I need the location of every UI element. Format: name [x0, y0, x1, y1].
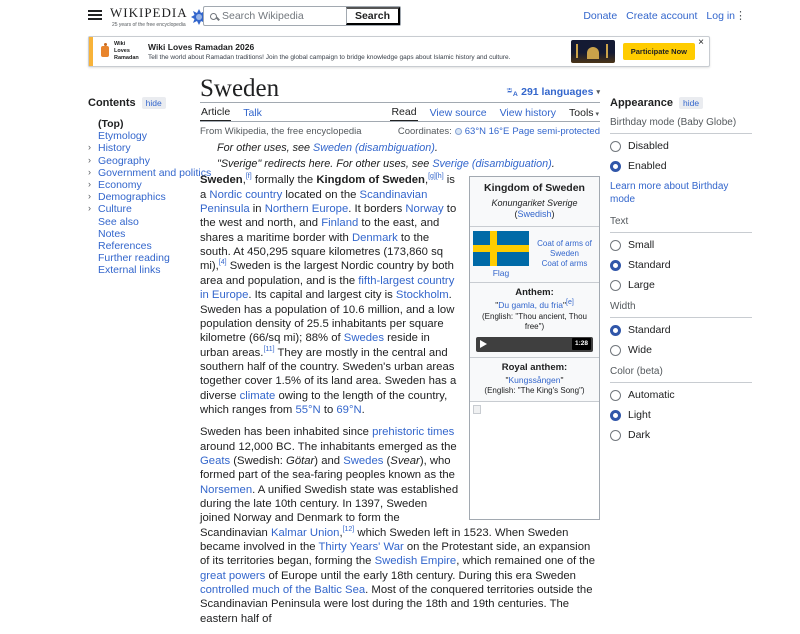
image-placeholder-icon	[473, 405, 481, 414]
toc-item-label[interactable]: History	[98, 142, 131, 155]
search-input[interactable]	[222, 10, 346, 22]
radio-option-label: Standard	[628, 324, 671, 336]
play-icon[interactable]	[480, 340, 487, 348]
contents-title: Contents	[88, 97, 136, 109]
radio-option[interactable]	[610, 259, 758, 271]
page-title: Sweden	[200, 75, 280, 102]
page-tab[interactable]: Talk	[243, 107, 262, 119]
view-tab[interactable]: Read	[390, 104, 417, 121]
toc-item[interactable]	[88, 203, 196, 215]
toc-item[interactable]	[88, 130, 196, 142]
appearance-section-color	[610, 366, 758, 441]
toc-item[interactable]	[88, 228, 196, 240]
infobox-native-name: Konungariket Sverige (Swedish)	[491, 197, 578, 220]
radio-option-label: Standard	[628, 259, 671, 271]
toc-list	[88, 118, 212, 277]
article-body	[200, 142, 600, 626]
contents-hide-button[interactable]: hide	[142, 97, 166, 109]
anthem-english: (English: "Thou ancient, Thou free")	[482, 312, 587, 332]
expand-arrow-icon[interactable]	[88, 167, 91, 177]
view-tab[interactable]: View history	[499, 107, 557, 119]
toc-item[interactable]	[88, 118, 196, 130]
header-link[interactable]: Create account	[626, 10, 698, 22]
royal-anthem-english: (English: "The King's Song")	[484, 386, 585, 396]
from-wikipedia-line: From Wikipedia, the free encyclopedia	[200, 126, 362, 137]
expand-arrow-icon[interactable]	[88, 191, 91, 201]
participate-now-button[interactable]: Participate Now	[623, 43, 695, 60]
hatnote: "Sverige" redirects here. For other uses, see Sverige (disambiguation).	[217, 157, 555, 170]
contents-sidebar	[88, 97, 212, 277]
hatnote: For other uses, see Sweden (disambiguation).	[217, 142, 438, 154]
audio-duration: 1:28	[572, 338, 591, 349]
coordinates-link[interactable]: 63°N 16°E	[464, 126, 510, 137]
search-icon	[210, 13, 217, 20]
toc-item[interactable]	[88, 264, 196, 276]
radio-option-label: Large	[628, 279, 655, 291]
radio-option[interactable]	[610, 324, 758, 336]
article-paragraph: Sweden has been inhabited since prehistoric times around 12,000 BC. The inhabitants emerged as the Geats (Swedish: Götar) and Swedes (Svear), who formed part of the sea-faring peoples known as the Norsemen. A unified Swedish state was established during the late 10th century. In 1397, Sweden joined Norway and Denmark to form the Scandinavian Kalmar Union,[12] which Sweden left in 1523. When Sweden became involved in the Thirty Years' War on the Protestant side, an expansion of its territories began, forming the Swedish Empire, which remained one of the great powers of Europe until the early 18th century. During this era Sweden controlled much of the Baltic Sea. Most of the conquered territories outside the Scandinavian Peninsula were lost during the 18th and 19th centuries. The eastern half of	[200, 426, 595, 625]
wiki-loves-ramadan-banner	[88, 36, 710, 67]
svg-text:A: A	[512, 90, 518, 98]
banner-accent-bar	[89, 37, 93, 66]
radio-option[interactable]	[610, 389, 758, 401]
expand-arrow-icon[interactable]	[88, 155, 91, 165]
radio-button-icon[interactable]	[610, 240, 621, 251]
search-bar	[203, 6, 401, 26]
article-paragraph: Sweden,[f] formally the Kingdom of Sweden,[g][h] is a Nordic country located on the Scandinavian Peninsula in Northern Europe. It borders Norway to the west and north, and Finland to the east, and shares a maritime border with Denmark to the south. At 450,295 square kilometres (173,860 sq mi),[4] Sweden is the largest Nordic country by both area and population, and is the fifth-largest country in Europe. Its capital and largest city is Stockholm. Sweden has a population of 10.6 million, and a low population density of 25.5 inhabitants per square kilometre (66/sq mi); 88% of Swedes reside in urban areas.[11] They are mostly in the central and southern half of the country. Sweden's urban areas together cover 1.5% of its land area. Sweden has a diverse climate owing to the length of the country, which ranges from 55°N to 69°N.	[200, 173, 457, 416]
expand-arrow-icon[interactable]	[88, 142, 91, 152]
radio-option[interactable]	[610, 140, 758, 152]
toc-item[interactable]	[88, 155, 196, 167]
globe-icon	[455, 128, 462, 135]
radio-button-icon[interactable]	[610, 280, 621, 291]
toc-item-label[interactable]: Demographics	[98, 191, 166, 204]
toc-item-label[interactable]: (Top)	[98, 118, 124, 131]
language-icon	[506, 87, 518, 97]
header-link[interactable]: Donate	[583, 10, 618, 22]
map-placeholder	[470, 401, 599, 519]
view-tab[interactable]: View source	[429, 107, 487, 119]
coat-of-arms-link[interactable]: Coat of arms of Sweden	[537, 239, 592, 259]
anthem-label: Anthem:	[515, 287, 554, 299]
view-tabs	[390, 104, 600, 121]
lantern-icon	[101, 46, 109, 57]
top-header	[0, 0, 800, 32]
wikipedia-wordmark: WIKIPEDIA	[110, 5, 188, 20]
toc-item[interactable]	[88, 142, 196, 154]
header-links	[583, 10, 735, 22]
radio-button-icon[interactable]	[610, 325, 621, 336]
appearance-section-width	[610, 301, 758, 356]
appearance-hide-button[interactable]: hide	[679, 97, 703, 109]
page-tabs	[200, 104, 263, 121]
appearance-panel	[610, 97, 758, 449]
toc-item[interactable]	[88, 216, 196, 228]
radio-button-icon[interactable]	[610, 390, 621, 401]
toc-item-label[interactable]: Economy	[98, 179, 142, 192]
page-tab[interactable]: Article	[200, 104, 231, 121]
radio-button-icon[interactable]	[610, 345, 621, 356]
toc-item-label[interactable]: Government and politics	[98, 166, 212, 179]
article-container	[200, 76, 600, 634]
toc-item-label[interactable]: Etymology	[98, 130, 148, 143]
header-link[interactable]: Log in	[706, 10, 735, 22]
anthem-link[interactable]: "Du gamla, du fria"[e]	[495, 299, 574, 311]
more-options-icon[interactable]: ⋮	[735, 10, 746, 22]
learn-more-birthday-link[interactable]: Learn more about Birthday mode	[610, 181, 729, 205]
radio-button-icon[interactable]	[610, 161, 621, 172]
toc-item-label[interactable]: References	[98, 239, 152, 252]
section-label: Color (beta)	[610, 366, 752, 383]
mosque-image	[571, 40, 615, 63]
radio-option[interactable]	[610, 344, 758, 356]
wikipedia-tagline: 25 years of the free encyclopedia	[111, 22, 186, 28]
banner-close-icon[interactable]: ×	[698, 37, 704, 48]
sweden-flag-image[interactable]	[473, 231, 529, 266]
section-label: Birthday mode (Baby Globe)	[610, 117, 752, 134]
radio-option-label: Small	[628, 239, 655, 251]
toc-item-label[interactable]: External links	[98, 264, 161, 277]
flag-caption-link[interactable]: Flag	[492, 267, 510, 278]
toc-item[interactable]	[88, 252, 196, 264]
radio-button-icon[interactable]	[610, 410, 621, 421]
search-button[interactable]: Search	[346, 7, 400, 25]
chevron-down-icon: ▾	[596, 89, 600, 96]
banner-subtitle: Tell the world about Ramadan traditions! Join the global campaign to bridge knowledge gaps about Islamic history and culture.	[148, 54, 511, 61]
appearance-section-birthday-mode	[610, 117, 758, 206]
page-protection-link[interactable]: Page semi-protected	[512, 126, 600, 137]
languages-label: 291 languages	[521, 86, 594, 98]
toc-item-label[interactable]: Further reading	[98, 252, 170, 265]
toc-item[interactable]	[88, 240, 196, 252]
radio-option-label: Disabled	[628, 140, 669, 152]
toc-item[interactable]	[88, 191, 196, 203]
toc-item[interactable]	[88, 166, 212, 179]
toc-item-label[interactable]: Geography	[98, 154, 150, 167]
radio-button-icon[interactable]	[610, 141, 621, 152]
section-label: Width	[610, 301, 752, 318]
languages-button[interactable]	[506, 86, 600, 101]
radio-option-label: Automatic	[628, 389, 675, 401]
toc-item-label[interactable]: Culture	[98, 203, 132, 216]
radio-option[interactable]	[610, 239, 758, 251]
radio-button-icon[interactable]	[610, 260, 621, 271]
expand-arrow-icon[interactable]	[88, 203, 91, 213]
radio-option[interactable]	[610, 279, 758, 291]
wikipedia-logo[interactable]	[110, 5, 207, 28]
country-infobox	[469, 176, 600, 519]
radio-option-label: Dark	[628, 429, 651, 441]
royal-anthem-label: Royal anthem:	[501, 361, 568, 373]
radio-option-label: Enabled	[628, 160, 667, 172]
audio-player[interactable]	[476, 337, 593, 352]
radio-option-label: Light	[628, 409, 651, 421]
coordinates-label: Coordinates:	[397, 126, 452, 137]
appearance-section-text	[610, 216, 758, 291]
radio-option[interactable]	[610, 409, 758, 421]
banner-badge: Wiki Loves Ramadan	[114, 40, 139, 62]
banner-title: Wiki Loves Ramadan 2026	[148, 42, 255, 52]
radio-button-icon[interactable]	[610, 430, 621, 441]
hamburger-menu-icon[interactable]	[88, 10, 102, 21]
radio-option[interactable]	[610, 160, 758, 172]
royal-anthem-link[interactable]: "Kungssången"	[505, 374, 564, 385]
toc-item[interactable]	[88, 179, 196, 191]
section-label: Text	[610, 216, 752, 233]
appearance-title: Appearance	[610, 97, 673, 109]
toc-item-label[interactable]: See also	[98, 215, 139, 228]
expand-arrow-icon[interactable]	[88, 179, 91, 189]
coat-of-arms-caption-link[interactable]: Coat of arms	[541, 259, 588, 269]
toc-item-label[interactable]: Notes	[98, 227, 126, 240]
infobox-title: Kingdom of Sweden	[484, 182, 585, 195]
radio-option[interactable]	[610, 429, 758, 441]
view-tab[interactable]: Tools ▾	[568, 105, 600, 121]
radio-option-label: Wide	[628, 344, 652, 356]
